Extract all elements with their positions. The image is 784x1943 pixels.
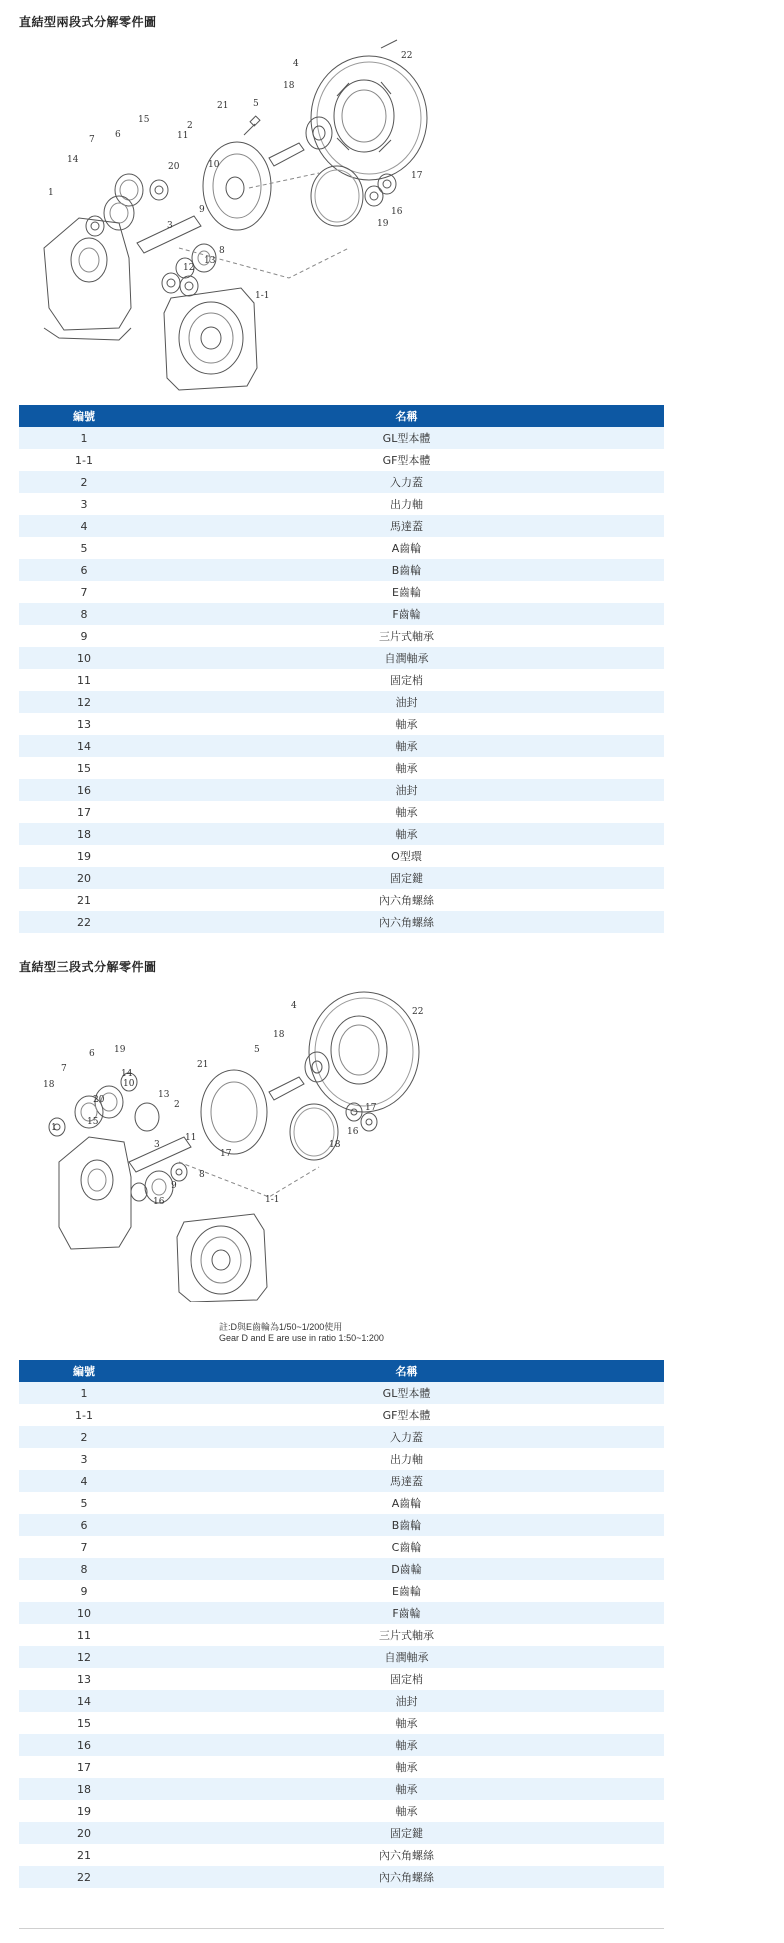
gear-ratio-note xyxy=(219,1322,384,1344)
part-name: 內六角螺絲 xyxy=(149,1844,664,1866)
part-name: B齒輪 xyxy=(149,559,664,581)
callout-label: 4 xyxy=(291,1001,297,1011)
part-name: 入力蓋 xyxy=(149,471,664,493)
part-number: 3 xyxy=(19,1448,149,1470)
callout-label: 11 xyxy=(177,131,189,141)
table-row xyxy=(19,801,664,823)
part-number: 18 xyxy=(19,823,149,845)
part-name: 三片式軸承 xyxy=(149,625,664,647)
table-row xyxy=(19,867,664,889)
table-header-row xyxy=(19,1360,664,1382)
part-name: 三片式軸承 xyxy=(149,1624,664,1646)
part-number: 17 xyxy=(19,801,149,823)
table-row xyxy=(19,889,664,911)
part-number: 14 xyxy=(19,735,149,757)
callout-label: 22 xyxy=(412,1007,424,1017)
part-name: E齒輪 xyxy=(149,1580,664,1602)
part-name: 軸承 xyxy=(149,757,664,779)
part-number: 22 xyxy=(19,911,149,933)
table-row xyxy=(19,1536,664,1558)
part-name: 內六角螺絲 xyxy=(149,911,664,933)
part-name: 固定鍵 xyxy=(149,867,664,889)
part-number: 10 xyxy=(19,647,149,669)
callout-label: 6 xyxy=(89,1049,95,1059)
note-line-en: Gear D and E are use in ratio 1:50~1:200 xyxy=(219,1333,384,1343)
part-name: 軸承 xyxy=(149,1800,664,1822)
part-number: 20 xyxy=(19,867,149,889)
callout-label: 6 xyxy=(115,130,121,140)
part-number: 1 xyxy=(19,427,149,449)
part-name: D齒輪 xyxy=(149,1558,664,1580)
callout-label: 1-1 xyxy=(255,291,270,301)
callout-label: 1-1 xyxy=(265,1195,280,1205)
table-row xyxy=(19,1382,664,1404)
table-row xyxy=(19,1778,664,1800)
part-number: 11 xyxy=(19,669,149,691)
callout-label: 8 xyxy=(199,1170,205,1180)
part-name: 軸承 xyxy=(149,1756,664,1778)
part-number: 18 xyxy=(19,1778,149,1800)
callout-label: 18 xyxy=(273,1030,285,1040)
part-number: 4 xyxy=(19,515,149,537)
part-number: 16 xyxy=(19,1734,149,1756)
exploded-diagram-three-stage xyxy=(19,982,439,1302)
callout-label: 17 xyxy=(220,1149,232,1159)
table-row xyxy=(19,1558,664,1580)
part-number: 1 xyxy=(19,1382,149,1404)
callout-label: 4 xyxy=(293,59,299,69)
part-name: O型環 xyxy=(149,845,664,867)
callout-label: 21 xyxy=(217,101,229,111)
callout-label: 16 xyxy=(347,1127,359,1137)
table-row xyxy=(19,1800,664,1822)
part-name: 馬達蓋 xyxy=(149,1470,664,1492)
table-row xyxy=(19,1734,664,1756)
part-number: 19 xyxy=(19,1800,149,1822)
callout-label: 5 xyxy=(253,99,259,109)
part-name: 軸承 xyxy=(149,735,664,757)
table-row xyxy=(19,647,664,669)
part-number: 17 xyxy=(19,1756,149,1778)
table-row xyxy=(19,449,664,471)
part-number: 9 xyxy=(19,1580,149,1602)
callout-label: 3 xyxy=(167,221,173,231)
parts-table-two-stage xyxy=(19,405,664,933)
callout-label: 12 xyxy=(183,263,195,273)
part-name: 油封 xyxy=(149,1690,664,1712)
part-name: 自潤軸承 xyxy=(149,1646,664,1668)
part-number: 12 xyxy=(19,691,149,713)
part-name: 出力軸 xyxy=(149,1448,664,1470)
callout-label: 10 xyxy=(208,160,220,170)
part-number: 21 xyxy=(19,889,149,911)
table-row xyxy=(19,1646,664,1668)
table-row xyxy=(19,1470,664,1492)
table-row xyxy=(19,669,664,691)
part-name: GF型本體 xyxy=(149,449,664,471)
part-number: 13 xyxy=(19,713,149,735)
part-number: 19 xyxy=(19,845,149,867)
callout-label: 20 xyxy=(168,162,180,172)
table-row xyxy=(19,757,664,779)
section-title-two-stage: 直結型兩段式分解零件圖 xyxy=(19,15,157,29)
part-name: 自潤軸承 xyxy=(149,647,664,669)
part-name: 軸承 xyxy=(149,823,664,845)
table-row xyxy=(19,1580,664,1602)
callout-label: 8 xyxy=(219,246,225,256)
table-row xyxy=(19,603,664,625)
part-number: 4 xyxy=(19,1470,149,1492)
table-row xyxy=(19,713,664,735)
part-name: 馬達蓋 xyxy=(149,515,664,537)
table-header-row xyxy=(19,405,664,427)
part-number: 3 xyxy=(19,493,149,515)
part-name: B齒輪 xyxy=(149,1514,664,1536)
callout-label: 13 xyxy=(158,1090,170,1100)
callout-label: 1 xyxy=(51,1123,57,1133)
part-name: A齒輪 xyxy=(149,1492,664,1514)
part-number: 12 xyxy=(19,1646,149,1668)
table-row xyxy=(19,581,664,603)
part-number: 2 xyxy=(19,471,149,493)
part-number: 13 xyxy=(19,1668,149,1690)
gl-body-part xyxy=(44,218,131,340)
table-row xyxy=(19,493,664,515)
callout-label: 17 xyxy=(411,171,423,181)
part-number: 10 xyxy=(19,1602,149,1624)
callout-label: 2 xyxy=(187,121,193,131)
table-row xyxy=(19,1866,664,1888)
table-row xyxy=(19,1514,664,1536)
part-name: GL型本體 xyxy=(149,1382,664,1404)
callout-label: 9 xyxy=(199,205,205,215)
callout-label: 18 xyxy=(43,1080,55,1090)
table-row xyxy=(19,845,664,867)
callout-label: 13 xyxy=(204,256,216,266)
part-number: 1-1 xyxy=(19,1404,149,1426)
callout-label: 21 xyxy=(197,1060,209,1070)
callout-label: 19 xyxy=(114,1045,126,1055)
part-name: 固定鍵 xyxy=(149,1822,664,1844)
table-row xyxy=(19,515,664,537)
table-row xyxy=(19,1844,664,1866)
part-number: 14 xyxy=(19,1690,149,1712)
bottom-divider xyxy=(19,1928,664,1929)
part-number: 21 xyxy=(19,1844,149,1866)
table-row xyxy=(19,779,664,801)
table-row xyxy=(19,537,664,559)
part-name: 固定梢 xyxy=(149,669,664,691)
part-name: F齒輪 xyxy=(149,1602,664,1624)
part-name: 軸承 xyxy=(149,1734,664,1756)
table-row xyxy=(19,823,664,845)
callout-label: 5 xyxy=(254,1045,260,1055)
input-cover-part xyxy=(203,142,271,230)
part-name: 油封 xyxy=(149,691,664,713)
table-row xyxy=(19,1492,664,1514)
callout-label: 7 xyxy=(89,135,95,145)
callout-label: 15 xyxy=(87,1117,99,1127)
table-row xyxy=(19,1690,664,1712)
part-number: 8 xyxy=(19,1558,149,1580)
part-name: E齒輪 xyxy=(149,581,664,603)
callout-label: 19 xyxy=(377,219,389,229)
part-number: 1-1 xyxy=(19,449,149,471)
callout-label: 9 xyxy=(171,1181,177,1191)
table-row xyxy=(19,1624,664,1646)
callout-label: 18 xyxy=(329,1140,341,1150)
part-name: 內六角螺絲 xyxy=(149,1866,664,1888)
part-name: 入力蓋 xyxy=(149,1426,664,1448)
part-number: 16 xyxy=(19,779,149,801)
callout-label: 18 xyxy=(283,81,295,91)
callout-label: 16 xyxy=(391,207,403,217)
part-name: 軸承 xyxy=(149,713,664,735)
header-name: 名稱 xyxy=(149,405,664,427)
part-number: 22 xyxy=(19,1866,149,1888)
part-number: 8 xyxy=(19,603,149,625)
table-row xyxy=(19,1756,664,1778)
table-row xyxy=(19,471,664,493)
table-row xyxy=(19,1602,664,1624)
table-row xyxy=(19,1822,664,1844)
part-name: 軸承 xyxy=(149,801,664,823)
callout-label: 20 xyxy=(93,1095,105,1105)
table-row xyxy=(19,691,664,713)
part-number: 9 xyxy=(19,625,149,647)
header-name: 名稱 xyxy=(149,1360,664,1382)
table-row xyxy=(19,911,664,933)
callout-label: 2 xyxy=(174,1100,180,1110)
part-name: 油封 xyxy=(149,779,664,801)
part-name: 軸承 xyxy=(149,1712,664,1734)
header-number: 編號 xyxy=(19,405,149,427)
table-row xyxy=(19,427,664,449)
part-name: 內六角螺絲 xyxy=(149,889,664,911)
part-name: C齒輪 xyxy=(149,1536,664,1558)
exploded-diagram-two-stage xyxy=(19,38,439,398)
callout-label: 14 xyxy=(67,155,79,165)
part-name: GF型本體 xyxy=(149,1404,664,1426)
callout-label: 17 xyxy=(365,1103,377,1113)
callout-label: 15 xyxy=(138,115,150,125)
callout-label: 3 xyxy=(154,1140,160,1150)
gf-body-part xyxy=(164,288,257,390)
table-row xyxy=(19,625,664,647)
table-row xyxy=(19,1404,664,1426)
part-number: 11 xyxy=(19,1624,149,1646)
motor-cover-part xyxy=(311,56,427,180)
callout-label: 7 xyxy=(61,1064,67,1074)
part-name: 固定梢 xyxy=(149,1668,664,1690)
callout-label: 16 xyxy=(153,1197,165,1207)
part-name: A齒輪 xyxy=(149,537,664,559)
table-row xyxy=(19,1448,664,1470)
part-name: 出力軸 xyxy=(149,493,664,515)
table-row xyxy=(19,735,664,757)
table-row xyxy=(19,1712,664,1734)
table-row xyxy=(19,559,664,581)
part-name: 軸承 xyxy=(149,1778,664,1800)
part-number: 15 xyxy=(19,757,149,779)
callout-label: 14 xyxy=(121,1069,133,1079)
part-name: F齒輪 xyxy=(149,603,664,625)
section-title-three-stage: 直結型三段式分解零件圖 xyxy=(19,960,157,974)
part-number: 15 xyxy=(19,1712,149,1734)
part-number: 7 xyxy=(19,581,149,603)
callout-label: 1 xyxy=(48,188,54,198)
part-number: 6 xyxy=(19,1514,149,1536)
table-row xyxy=(19,1426,664,1448)
callout-label: 11 xyxy=(185,1133,197,1143)
part-number: 6 xyxy=(19,559,149,581)
part-name: GL型本體 xyxy=(149,427,664,449)
part-number: 20 xyxy=(19,1822,149,1844)
note-line-zh: 註:D與E齒輪為1/50~1/200使用 xyxy=(219,1322,343,1332)
part-number: 7 xyxy=(19,1536,149,1558)
callout-label: 10 xyxy=(123,1079,135,1089)
header-number: 編號 xyxy=(19,1360,149,1382)
parts-table-three-stage xyxy=(19,1360,664,1888)
part-number: 5 xyxy=(19,537,149,559)
table-row xyxy=(19,1668,664,1690)
callout-label: 22 xyxy=(401,51,413,61)
part-number: 2 xyxy=(19,1426,149,1448)
part-number: 5 xyxy=(19,1492,149,1514)
